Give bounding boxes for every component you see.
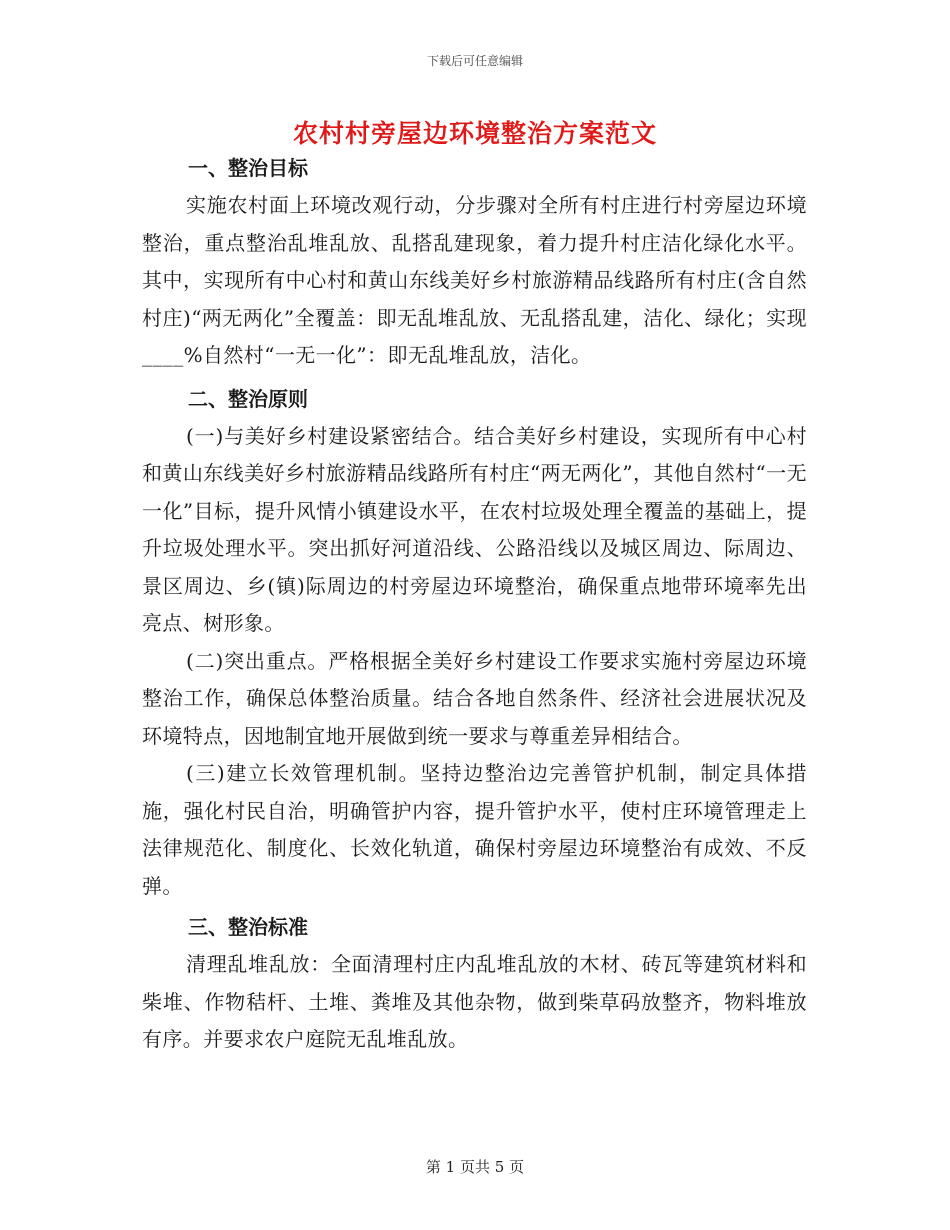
- page-header-note: 下载后可任意编辑: [426, 54, 523, 68]
- paragraph: 清理乱堆乱放：全面清理村庄内乱堆乱放的木材、砖瓦等建筑材料和柴堆、作物秸杆、土堆、粪堆及其他杂物，做到柴草码放整齐，物料堆放有序。并要求农户庭院无乱堆乱放。: [142, 952, 807, 1051]
- section-heading: 一、整治目标: [188, 156, 308, 180]
- paragraph: (三)建立长效管理机制。坚持边整治边完善管护机制，制定具体措施，强化村民自治，明确管护内容，提升管护水平，使村庄环境管理走上法律规范化、制度化、长效化轨道，确保村旁屋边环境整治有成效、不反弹。: [142, 761, 807, 898]
- section-standards: [142, 909, 807, 1059]
- paragraph: 实施农村面上环境改观行动，分步骤对全所有村庄进行村旁屋边环境整治，重点整治乱堆乱放、乱搭乱建现象，着力提升村庄洁化绿化水平。其中，实现所有中心村和黄山东线美好乡村旅游精品线路所有村庄(含自然村庄)“两无两化”全覆盖：即无乱堆乱放、无乱搭乱建，洁化、绿化；实现____%自然村“一无一化”：即无乱堆乱放，洁化。: [142, 193, 807, 367]
- section-principles: [142, 381, 807, 906]
- document-title: 农村村旁屋边环境整治方案范文: [292, 119, 657, 148]
- document-body: [142, 150, 807, 1059]
- paragraph: (二)突出重点。严格根据全美好乡村建设工作要求实施村旁屋边环境整治工作，确保总体整治质量。结合各地自然条件、经济社会进展状况及环境特点，因地制宜地开展做到统一要求与尊重差异相结合。: [142, 648, 807, 748]
- section-heading: 三、整治标准: [188, 915, 308, 939]
- page-number: 第 1 页共 5 页: [425, 1158, 525, 1176]
- section-heading: 二、整治原则: [188, 386, 308, 411]
- paragraph: (一)与美好乡村建设紧密结合。结合美好乡村建设，实现所有中心村和黄山东线美好乡村旅游精品线路所有村庄“两无两化”，其他自然村“一无一化”目标，提升风情小镇建设水平，在农村垃圾处理全覆盖的基础上，提升垃圾处理水平。突出抓好河道沿线、公路沿线以及城区周边、际周边、景区周边、乡(镇)际周边的村旁屋边环境整治，确保重点地带环境率先出亮点、树形象。: [142, 423, 807, 635]
- section-goals: [142, 150, 807, 375]
